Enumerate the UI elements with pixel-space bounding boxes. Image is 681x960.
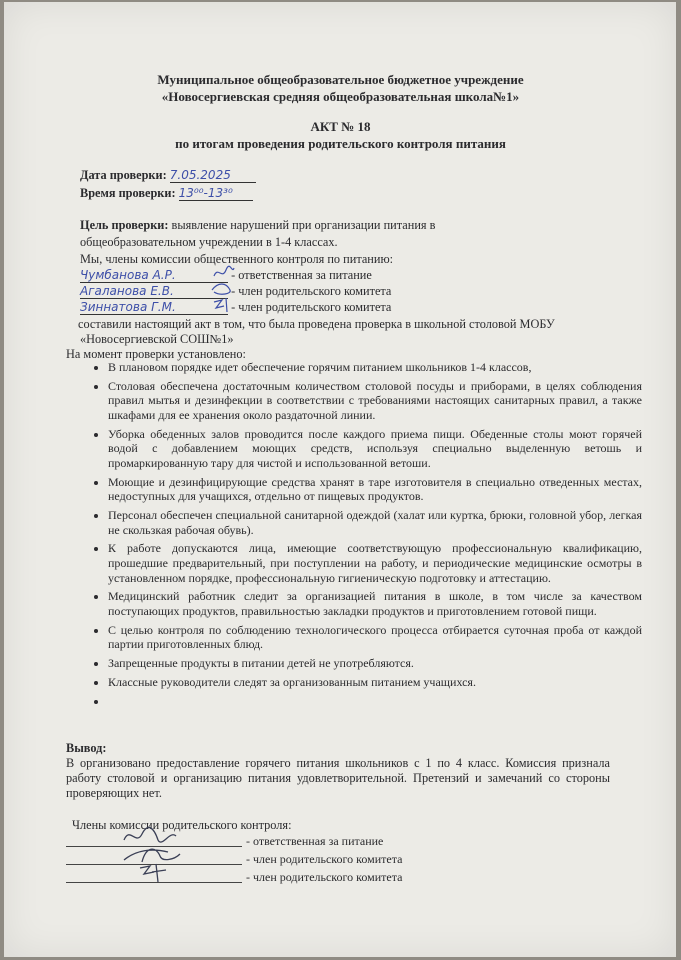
member-2-role: - член родительского комитета [231, 284, 392, 298]
inspection-date-label: Дата проверки: [80, 168, 167, 182]
signature-role-2: - член родительского комитета [246, 852, 403, 866]
commission-intro: Мы, члены комиссии общественного контроля по питанию: [80, 252, 394, 266]
purpose-line1 [80, 218, 435, 233]
conclusion-label: Вывод: [66, 741, 107, 755]
finding-item: • Уборка обеденных залов проводится после каждого приема пищи. Обеденные столы моют горячей водой с добавлением моющих средств, используя специально выделенную ветошь и промаркированную тару для чистой и использованной ветоши. [108, 427, 642, 471]
organization-name-line2: «Новосергиевская средняя общеобразовательная школа№1» [161, 89, 520, 104]
member-1-name: Чумбанова А.Р. [80, 268, 228, 283]
signature-scrawl-3 [136, 860, 176, 886]
finding-item: • С целью контроля по соблюдению технологического процесса отбирается суточная проба от каждой партии приготовленных блюд. [108, 623, 642, 652]
finding-item: • Моющие и дезинфицирующие средства хранят в таре изготовителя в специально отведенных местах, недоступных для учащихся, отдельно от пищевых продуктов. [108, 475, 642, 504]
finding-item: • Классные руководители следят за организованным питанием учащихся. [108, 675, 642, 690]
commission-member-2 [80, 284, 391, 299]
inspection-date-value: 7.05.2025 [170, 168, 256, 183]
finding-item: • В плановом порядке идет обеспечение горячим питанием школьников 1-4 классов, [108, 360, 642, 375]
signature-role-3: - член родительского комитета [246, 870, 403, 884]
finding-item: • Запрещенные продукты в питании детей не употребляются. [108, 656, 642, 671]
member-1-role: - ответственная за питание [231, 268, 372, 282]
finding-item: • К работе допускаются лица, имеющие соответствующую профессиональную квалификацию, прошедшие предварительный, при поступлении на работу, и периодические медицинские осмотры в установленном порядке, профессиональную гигиеническую подготовку и аттестацию. [108, 541, 642, 585]
inspection-time-value: 13⁰⁰-13³⁰ [179, 186, 253, 201]
finding-item: • Столовая обеспечена достаточным количеством столовой посуды и приборами, в целях соблюдения правил мытья и дезинфекции в соответствии с требованиями настоящих санитарных правил, а также шкафами для ее хранения около раздаточной линии. [108, 379, 642, 423]
act-subtitle: по итогам проведения родительского контроля питания [175, 136, 506, 151]
conclusion-text: В организовано предоставление горячего питания школьников с 1 по 4 класс. Комиссия признала работу столовой и организацию питания удовлетворительной. Претензий и замечаний со стороны проверяющих нет. [66, 756, 610, 800]
purpose-text2: общеобразовательном учреждении в 1-4 классах. [80, 235, 338, 249]
commission-statement-line2: «Новосергиевской СОШ№1» [80, 332, 234, 346]
findings-intro: На момент проверки установлено: [66, 347, 246, 361]
commission-statement-line1: составили настоящий акт в том, что была проведена проверка в школьной столовой МОБУ [78, 317, 555, 331]
member-3-role: - член родительского комитета [231, 300, 392, 314]
act-title: АКТ № 18 [310, 119, 371, 134]
finding-item: • Персонал обеспечен специальной санитарной одеждой (халат или куртка, брюки, головной убор, легкая не скользкая рабочая обувь). [108, 508, 642, 537]
purpose-label: Цель проверки: [80, 218, 169, 232]
findings-list [78, 360, 642, 713]
inspection-date-row [80, 168, 256, 183]
inspection-time-label: Время проверки: [80, 186, 176, 200]
member-2-name: Агаланова Е.В. [80, 284, 228, 299]
finding-item-empty [108, 694, 642, 709]
member-3-signature-scrawl [212, 296, 234, 314]
signature-role-1: - ответственная за питание [246, 834, 384, 848]
member-3-name: Зиннатова Г.М. [80, 300, 228, 315]
signatures-title: Члены комиссии родительского контроля: [72, 818, 292, 832]
purpose-text1: выявление нарушений при организации питания в [168, 218, 436, 232]
commission-member-3 [80, 300, 391, 315]
inspection-time-row [80, 186, 253, 201]
finding-item: • Медицинский работник следит за организацией питания в школе, в том числе за качеством поступающих продуктов, правильностью закладки продуктов и приготовлением готовой пищи. [108, 589, 642, 618]
organization-name-line1: Муниципальное общеобразовательное бюджетное учреждение [157, 72, 524, 87]
